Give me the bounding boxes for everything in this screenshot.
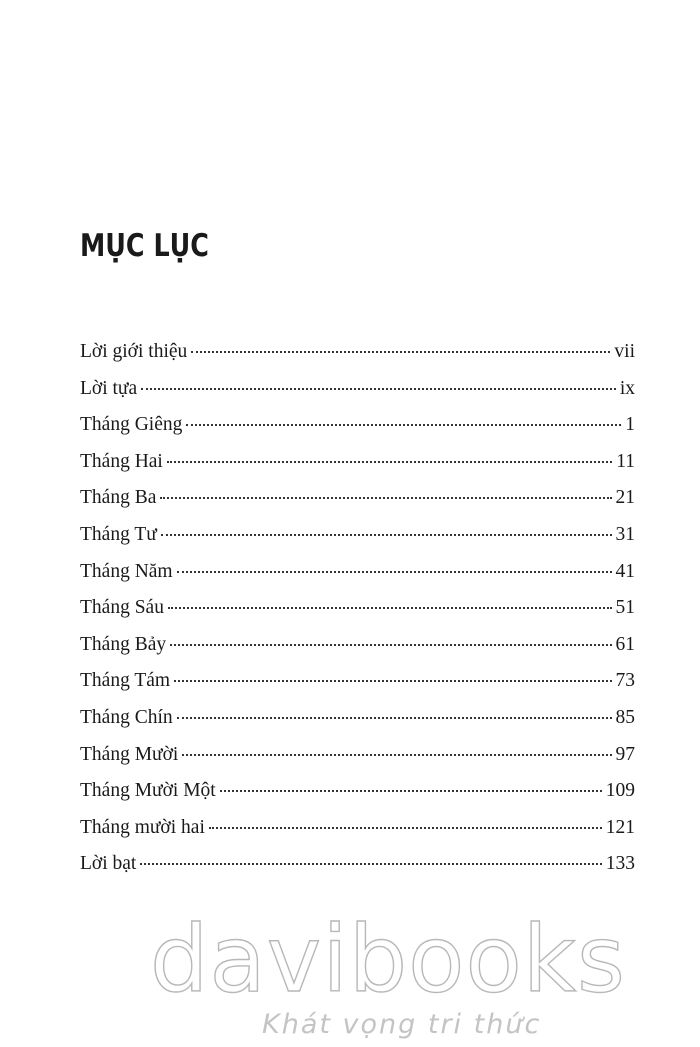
watermark [0, 905, 700, 1047]
toc-entry-page: 85 [615, 706, 635, 728]
toc-list [80, 334, 635, 883]
dot-leader [209, 827, 602, 829]
toc-entry-page: 61 [615, 633, 635, 655]
toc-entry-label: Lời giới thiệu [80, 341, 188, 362]
toc-entry-label: Tháng Hai [80, 450, 163, 472]
toc-entry-label: Lời bạt [80, 853, 137, 875]
page-title: MỤC LỤC [80, 228, 209, 264]
toc-entry [80, 480, 635, 517]
toc-entry [80, 554, 635, 591]
toc-entry [80, 444, 635, 481]
toc-entry [80, 371, 635, 408]
dot-leader [174, 680, 611, 682]
dot-leader [140, 863, 601, 865]
dot-leader [160, 497, 611, 499]
toc-entry-page: 21 [615, 487, 635, 509]
toc-entry [80, 627, 635, 664]
toc-entry [80, 700, 635, 737]
dot-leader [167, 461, 612, 463]
toc-entry-label: Tháng Sáu [80, 597, 164, 619]
toc-entry [80, 517, 635, 554]
toc-entry-page: 1 [625, 414, 635, 436]
toc-entry [80, 407, 635, 444]
toc-entry [80, 810, 635, 847]
toc-entry-label: Tháng Giêng [80, 414, 183, 436]
toc-entry-label: Tháng Tám [80, 670, 171, 692]
dot-leader [220, 790, 602, 792]
toc-entry-label: Tháng Ba [80, 487, 157, 509]
toc-entry-page: 133 [605, 853, 635, 875]
toc-entry-label: Tháng Năm [80, 560, 173, 582]
toc-entry-page: 41 [615, 560, 635, 582]
dot-leader [186, 424, 621, 426]
watermark-brand: davibooks [150, 906, 626, 1013]
toc-entry-page: 51 [615, 597, 635, 619]
dot-leader [182, 754, 611, 756]
dot-leader [161, 534, 612, 536]
toc-entry [80, 773, 635, 810]
toc-entry-page: 109 [605, 780, 635, 802]
toc-entry-page: 97 [615, 743, 635, 765]
dot-leader [177, 717, 612, 719]
toc-entry [80, 663, 635, 700]
toc-entry-label: Tháng Mười [80, 743, 179, 765]
toc-entry [80, 590, 635, 627]
toc-entry [80, 737, 635, 774]
toc-entry-label: Tháng mười hai [80, 816, 205, 838]
dot-leader [177, 571, 612, 573]
toc-entry-label: Tháng Mười Một [80, 780, 216, 802]
toc-entry-page: 31 [615, 523, 635, 545]
toc-entry-label: Tháng Tư [80, 523, 157, 545]
toc-entry-page: ix [619, 377, 635, 399]
dot-leader [168, 607, 612, 609]
toc-entry-page: vii [614, 341, 635, 362]
dot-leader [170, 644, 611, 646]
watermark-slogan: Khát vọng tri thức [262, 1009, 542, 1040]
toc-entry [80, 334, 635, 371]
toc-entry-label: Tháng Bảy [80, 633, 167, 655]
toc-entry-label: Lời tựa [80, 377, 138, 399]
toc-entry-page: 121 [605, 816, 635, 838]
toc-entry-label: Tháng Chín [80, 706, 173, 728]
dot-leader [141, 388, 616, 390]
dot-leader [191, 351, 610, 353]
toc-entry-page: 11 [616, 450, 635, 472]
toc-entry [80, 846, 635, 883]
toc-entry-page: 73 [615, 670, 635, 692]
